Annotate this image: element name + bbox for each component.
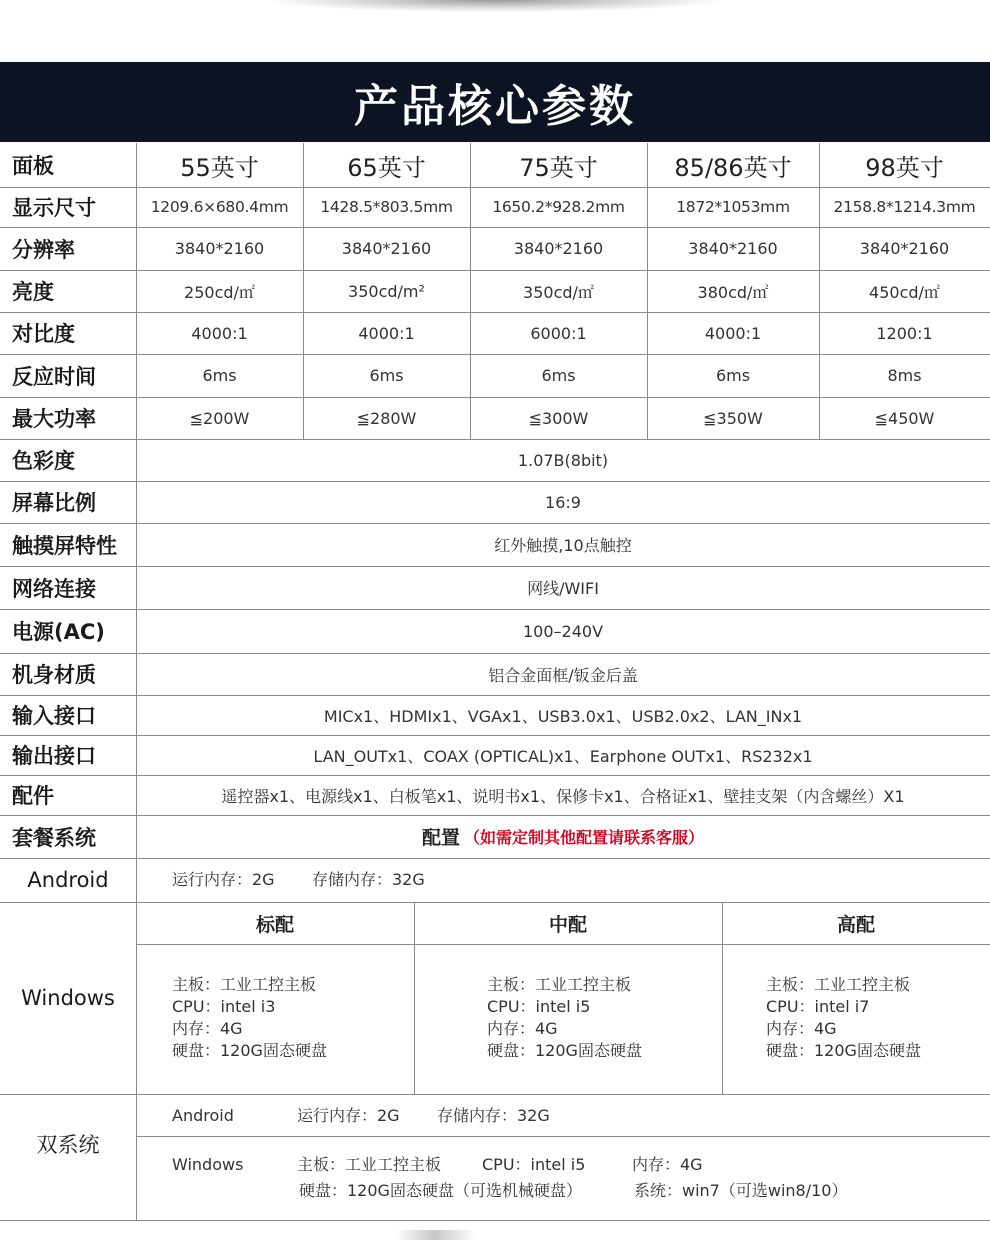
- spec-value: 3840*2160: [174, 239, 265, 258]
- config-spec-line: 硬盘：120G固态硬盘: [487, 1041, 642, 1060]
- bottom-decoration: [395, 1230, 475, 1240]
- spec-value: MICx1、HDMIx1、VGAx1、USB3.0x1、USB2.0x2、LAN_INx1: [323, 706, 803, 726]
- spec-value: 1650.2*928.2mm: [492, 198, 625, 216]
- config-spec-line: 内存：4G: [172, 1019, 243, 1038]
- row-label: 电源(AC): [12, 620, 105, 644]
- spec-value: 1209.6×680.4mm: [150, 198, 289, 216]
- spec-value: 6000:1: [530, 323, 587, 343]
- row-label: 分辨率: [12, 237, 75, 262]
- spec-value: 8ms: [887, 366, 922, 385]
- spec-value: 1428.5*803.5mm: [320, 198, 453, 216]
- row-label: 屏幕比例: [12, 491, 96, 515]
- spec-value: 红外触摸,10点触控: [494, 536, 632, 555]
- config-spec-line: CPU：intel i7: [766, 997, 870, 1016]
- config-tier-header: 标配: [255, 913, 294, 936]
- column-divider: [819, 143, 820, 439]
- spec-value: LAN_OUTx1、COAX (OPTICAL)x1、Earphone OUTx1、RS232x1: [313, 746, 813, 766]
- row-divider: [0, 1220, 990, 1221]
- size-header: 55英寸: [180, 153, 259, 182]
- spec-value: 16:9: [545, 492, 581, 512]
- config-spec-list: [487, 974, 642, 1062]
- spec-value: 1.07B(8bit): [517, 450, 609, 470]
- spec-value: 6ms: [202, 366, 237, 385]
- column-divider: [470, 143, 471, 439]
- dual-windows-label: Windows: [172, 1155, 244, 1174]
- spec-value: 3840*2160: [341, 239, 432, 258]
- spec-value: 350cd/㎡: [523, 282, 594, 302]
- spec-value: 3840*2160: [688, 239, 778, 258]
- spec-value: 4000:1: [191, 323, 248, 343]
- android-ram: 运行内存：2G: [172, 870, 275, 889]
- config-spec-list: [766, 974, 921, 1062]
- row-divider: [136, 944, 990, 945]
- spec-value: 250cd/㎡: [184, 282, 255, 302]
- package-config-header: [136, 815, 990, 858]
- android-storage: 存储内存：32G: [312, 870, 425, 889]
- column-divider: [303, 143, 304, 439]
- config-title: 配置: [421, 827, 460, 849]
- config-spec-line: 主板：工业工控主板: [487, 975, 632, 994]
- android-label: Android: [27, 868, 109, 892]
- spec-value: 100–240V: [522, 621, 604, 641]
- size-header: 98英寸: [865, 153, 944, 182]
- spec-value: ≦200W: [189, 408, 250, 428]
- config-spec-line: CPU：intel i3: [172, 997, 276, 1016]
- size-header: 85/86英寸: [674, 153, 792, 182]
- windows-label: Windows: [21, 986, 115, 1010]
- row-divider: [136, 1136, 990, 1137]
- row-label: 机身材质: [12, 663, 96, 687]
- spec-value: 4000:1: [704, 323, 762, 343]
- row-label: 网络连接: [12, 576, 96, 601]
- spec-value: 铝合金面框/钣金后盖: [488, 665, 638, 685]
- page-title: 产品核心参数: [354, 81, 636, 132]
- config-spec-line: 内存：4G: [766, 1019, 837, 1038]
- dual-win-disk: 硬盘：120G固态硬盘（可选机械硬盘）: [299, 1181, 582, 1200]
- spec-value: 3840*2160: [859, 239, 950, 258]
- dual-android-storage: 存储内存：32G: [437, 1106, 550, 1125]
- spec-value: 3840*2160: [513, 239, 604, 258]
- spec-value: 1872*1053mm: [676, 198, 790, 216]
- spec-value: ≦450W: [874, 408, 935, 428]
- config-spec-line: 主板：工业工控主板: [766, 975, 911, 994]
- spec-value: 遥控器x1、电源线x1、白板笔x1、说明书x1、保修卡x1、合格证x1、壁挂支架（内含螺丝）X1: [221, 786, 905, 806]
- row-divider: [0, 1094, 990, 1095]
- row-label: 触摸屏特性: [12, 533, 117, 558]
- dual-win-ram: 内存：4G: [632, 1155, 703, 1174]
- spec-value: 1200:1: [876, 323, 933, 343]
- spec-value: ≦280W: [356, 408, 417, 428]
- row-label: 输出接口: [12, 744, 96, 768]
- row-divider: [0, 858, 990, 859]
- config-spec-list: [172, 974, 327, 1062]
- config-spec-line: 硬盘：120G固态硬盘: [766, 1041, 921, 1060]
- dual-android-label: Android: [172, 1106, 234, 1125]
- row-label: 显示尺寸: [12, 196, 96, 220]
- custom-config-note: （如需定制其他配置请联系客服）: [464, 828, 705, 847]
- spec-value: 6ms: [541, 366, 576, 385]
- config-spec-line: CPU：intel i5: [487, 997, 591, 1016]
- spec-value: ≦300W: [528, 408, 589, 428]
- spec-value: ≦350W: [703, 408, 763, 428]
- row-label: 输入接口: [12, 704, 96, 728]
- column-divider: [647, 143, 648, 439]
- config-spec-line: 硬盘：120G固态硬盘: [172, 1041, 327, 1060]
- spec-value: 4000:1: [358, 323, 415, 343]
- row-label: 面板: [12, 154, 54, 178]
- row-label: 对比度: [12, 322, 75, 346]
- dual-android-ram: 运行内存：2G: [297, 1106, 400, 1125]
- config-tier-header: 高配: [836, 913, 875, 936]
- config-tier-header: 中配: [548, 913, 587, 936]
- dual-system-label: 双系统: [36, 1133, 100, 1157]
- package-label: 套餐系统: [12, 825, 96, 850]
- row-label: 反应时间: [12, 364, 96, 389]
- row-label: 色彩度: [12, 449, 75, 473]
- row-label: 亮度: [12, 280, 54, 304]
- config-spec-line: 主板：工业工控主板: [172, 975, 317, 994]
- spec-value: 450cd/㎡: [869, 282, 940, 302]
- dual-win-board: 主板：工业工控主板: [297, 1155, 442, 1174]
- config-spec-line: 内存：4G: [487, 1019, 558, 1038]
- size-header: 75英寸: [519, 153, 598, 182]
- spec-value: 网线/WIFI: [527, 579, 599, 598]
- spec-value: 380cd/㎡: [697, 282, 769, 302]
- dual-win-cpu: CPU：intel i5: [482, 1155, 586, 1174]
- row-label: 配件: [12, 784, 54, 808]
- spec-value: 2158.8*1214.3mm: [833, 198, 976, 216]
- spec-value: 6ms: [369, 366, 404, 385]
- size-header: 65英寸: [347, 153, 426, 182]
- title-banner: [0, 62, 990, 142]
- dual-win-os: 系统：win7（可选win8/10）: [634, 1181, 848, 1200]
- row-label: 最大功率: [12, 407, 96, 431]
- spec-value: 6ms: [715, 366, 751, 385]
- spec-value: 350cd/m²: [348, 281, 425, 301]
- top-decoration: [270, 0, 720, 12]
